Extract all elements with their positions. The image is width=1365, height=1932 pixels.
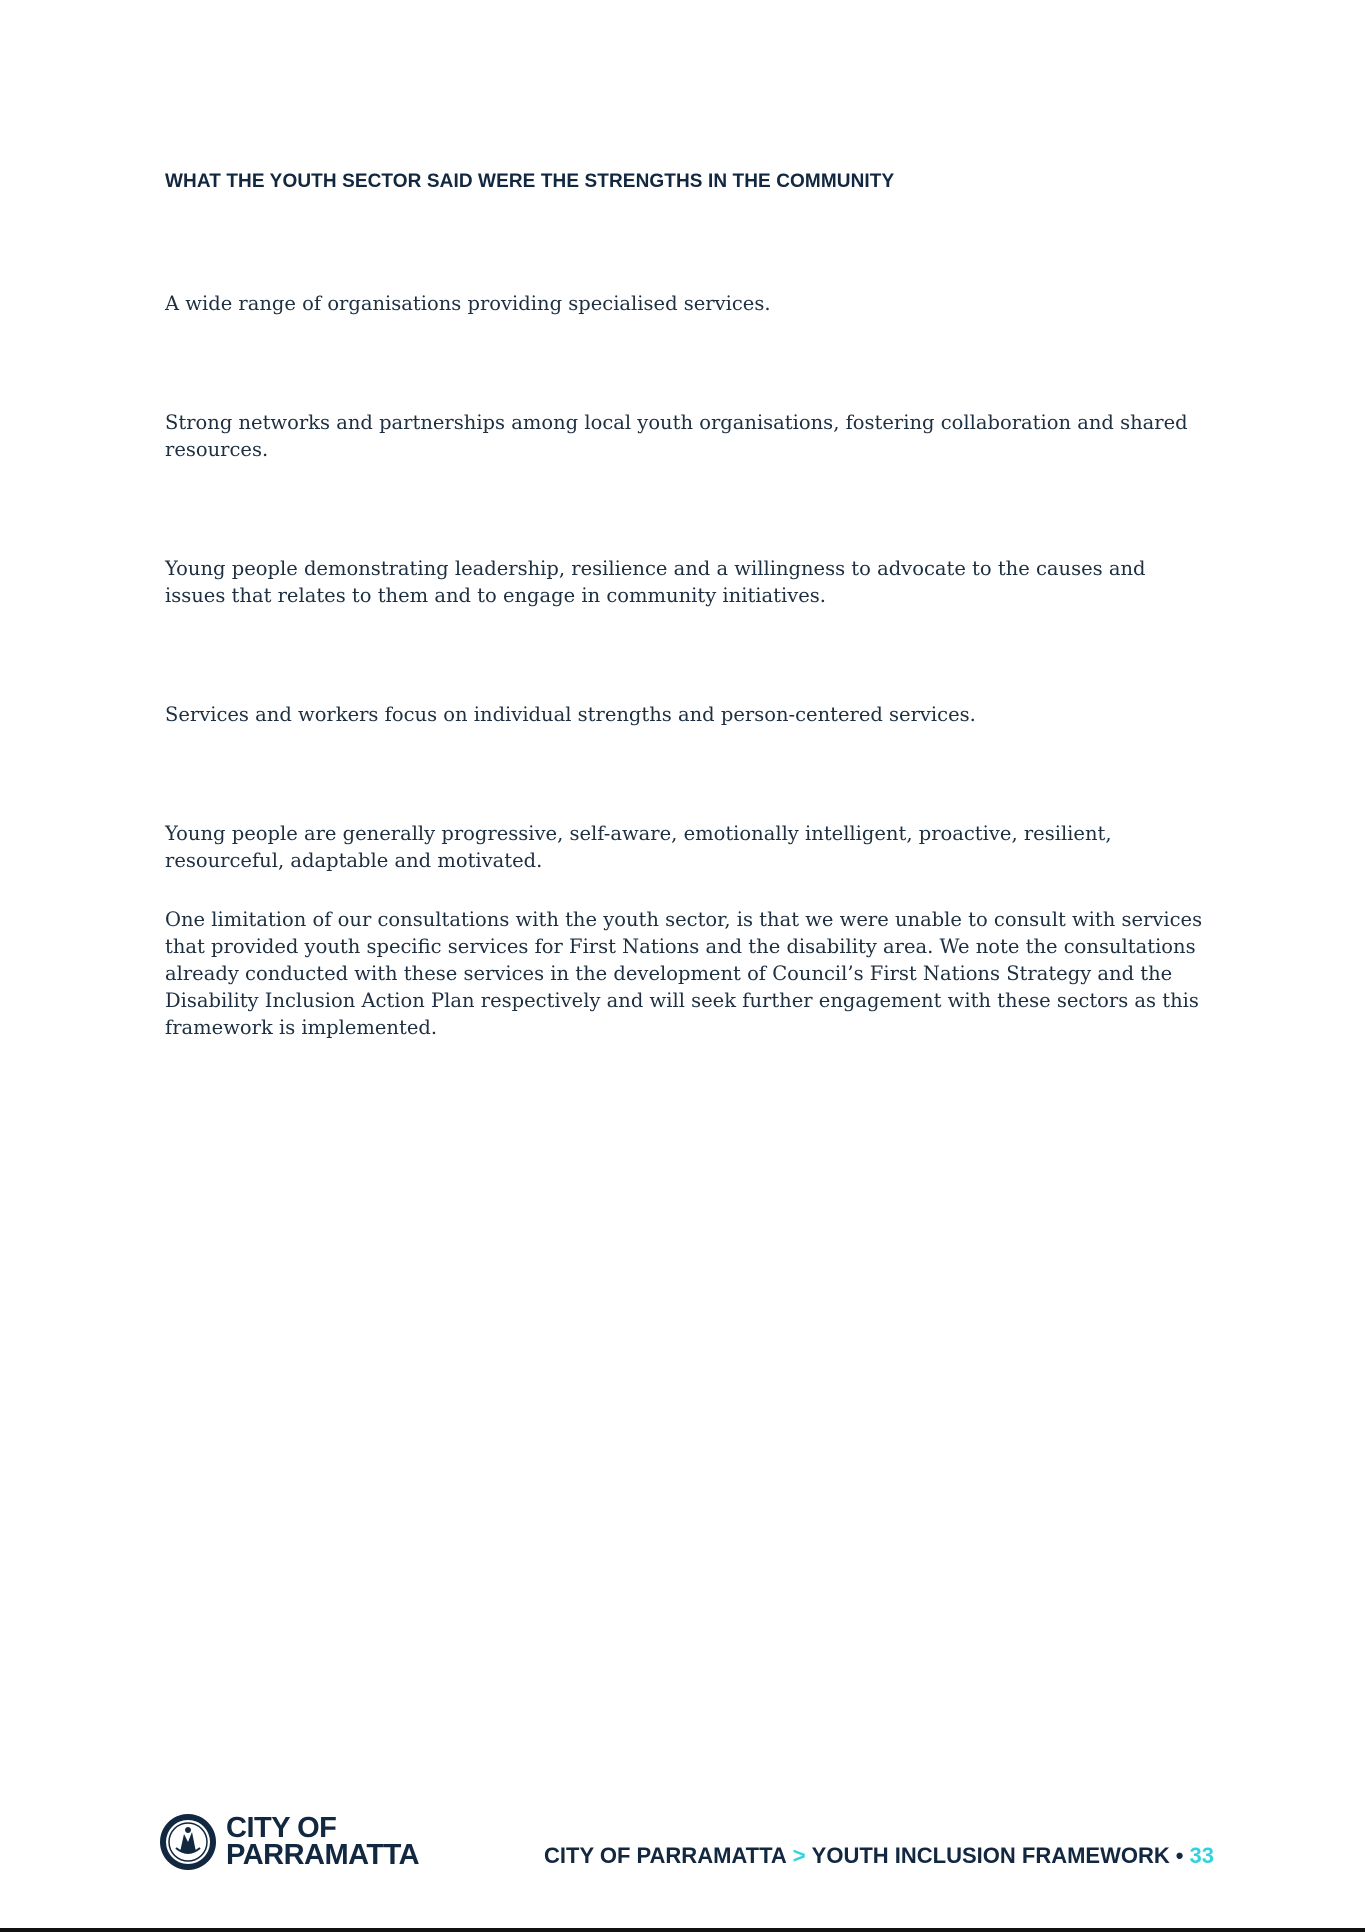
logo-line-2: PARRAMATTA — [226, 1839, 420, 1871]
footer-running-title — [544, 1843, 1214, 1869]
footer-bullet: • — [1175, 1843, 1184, 1868]
footer-separator: > — [792, 1843, 806, 1868]
footer-organisation: CITY OF PARRAMATTA — [544, 1843, 787, 1868]
footer-document-title: YOUTH INCLUSION FRAMEWORK — [811, 1843, 1170, 1868]
paragraph-2: Strong networks and partnerships among local youth organisations, fostering collaboration and shared resources. — [165, 411, 1188, 461]
city-seal-icon — [158, 1812, 218, 1872]
city-logo — [158, 1812, 419, 1872]
bottom-border — [0, 1928, 1365, 1932]
paragraph-6: One limitation of our consultations with the youth sector, is that we were unable to consult with services that provided youth specific services for First Nations and the disability area. We note the consultations already conducted with these services in the development of Council’s First Nations Strategy and the Disability Inclusion Action Plan respectively and will seek further engagement with these sectors as this framework is implemented. — [165, 908, 1203, 1039]
page-number: 33 — [1189, 1843, 1214, 1868]
paragraph-3: Young people demonstrating leadership, resilience and a willingness to advocate to the causes and issues that relates to them and to engage in community initiatives. — [165, 557, 1146, 607]
paragraph-4: Services and workers focus on individual strengths and person-centered services. — [165, 703, 976, 726]
paragraph-5: Young people are generally progressive, self-aware, emotionally intelligent, proactive, resilient, resourceful, adaptable and motivated. — [165, 822, 1112, 872]
logo-wordmark — [226, 1812, 420, 1871]
section-heading: WHAT THE YOUTH SECTOR SAID WERE THE STRENGTHS IN THE COMMUNITY — [165, 171, 895, 192]
logo-line-1: CITY OF — [226, 1812, 337, 1844]
paragraph-1: A wide range of organisations providing specialised services. — [165, 292, 771, 315]
